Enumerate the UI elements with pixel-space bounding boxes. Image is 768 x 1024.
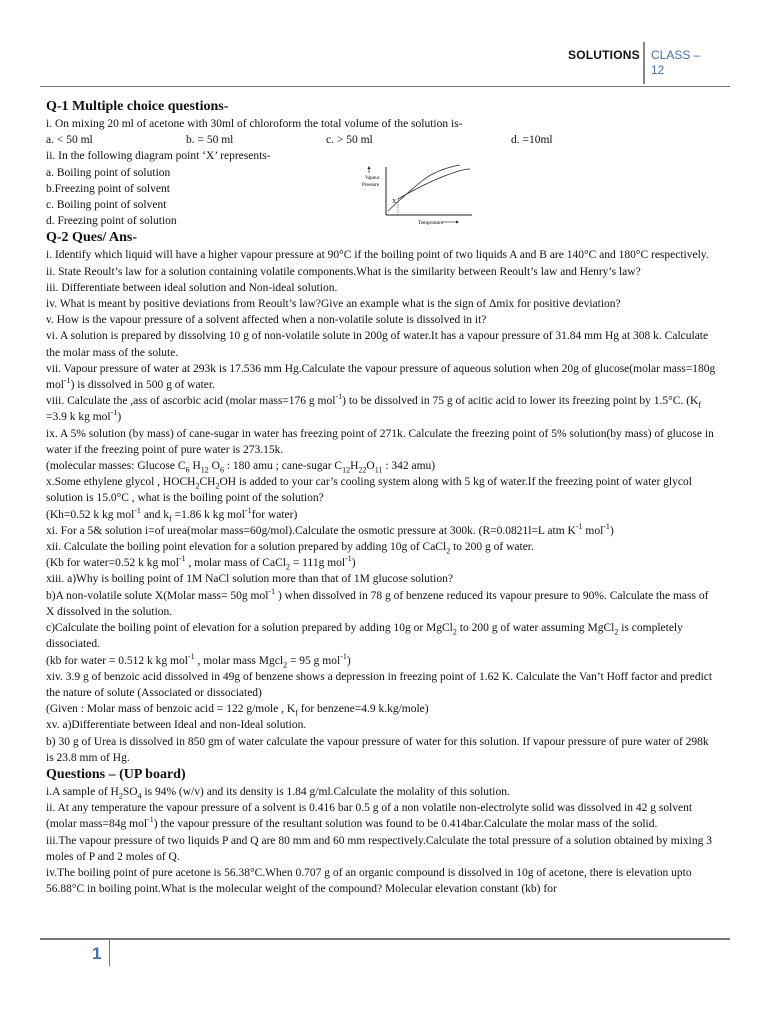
footer-divider [109,940,110,966]
up-ii: ii. At any temperature the vapour pressure of a solvent is 0.416 bar 0.5 g of a non volatile non-electrolyte solid was dissolved in 42 g solvent (molar mass=84g mol$^{-1}$) the vapour pressure of the resultant solution was found to be 0.414bar.Calculate the molar mass of the solid. [46,802,693,831]
page-number: 1 [92,944,102,963]
q2-xi: xi. For a 5& solution i=of urea(molar mass=60g/mol).Calculate the osmotic pressure at 300k. (R=0.0821l=L atm $K^{-1}$ mol$^{-1}$) [46,522,614,537]
q1-ii: ii. In the following diagram point ‘X’ represents- [46,150,271,163]
q2-xv-b: b) 30 g of Urea is dissolved in 850 gm of water calculate the vapour pressure of water for this solution. If vapour pressure of pure water of 298k is 23.8 mm of Hg. [46,735,709,764]
q2-xiii-c-constants: (kb for water = 0.512 k kg mol$^{-1}$ , molar mass Mgcl$_2$ = 95 g mol$^{-1}$) [46,651,351,669]
q2-xiii-b: b)A non-volatile solute X(Molar mass= 50g mol$^{-1}$ ) when dissolved in 78 g of benzene reduced its vapour presure to 90%. Calculate the mass of X dissolved in the solution. [46,586,709,618]
q2-i: i. Identify which liquid will have a higher vapour pressure at 90°C if the boiling point of two liquids A and B are 140°C and 180°C respectively. [46,249,709,262]
option-c: c. Boiling point of solvent [46,199,167,212]
diagram-ylabel-2: Pressure [362,182,379,188]
footer-rule [40,938,730,940]
q2-heading: Q-2 Ques/ Ans- [46,230,138,246]
q2-xiii-a: xiii. a)Why is boiling point of 1M NaCl solution more than that of 1M glucose solution? [46,573,453,586]
header-class-label: CLASS – [651,48,701,62]
q2-iii: iii. Differentiate between ideal solution and Non-ideal solution. [46,281,338,294]
q2-x-constants: (Kh=0.52 k kg mol$^{-1}$ and $k_f =1.86$ k kg mol$^{-1}$for water) [46,505,298,523]
option-d: d. Freezing point of solution [46,215,177,228]
header-class [651,48,700,78]
option-b: b. = 50 ml [186,134,234,147]
option-c: c. > 50 ml [326,134,373,147]
diagram-point-x: X [392,198,397,205]
q2-iv: iv. What is meant by positive deviations from Reoult’s law?Give an example what is the sign of Δmix for positive deviation? [46,298,621,311]
q1-i-options [46,132,718,148]
q2-ii: ii. State Reoult’s law for a solution containing volatile components.What is the similarity between Reoult’s law and Henry’s law? [46,265,641,278]
q1-ii-options [46,165,718,230]
q2-x: x.Some ethylene glycol , $HOCH_2CH_2OH$ is added to your car’s cooling system along with 5 kg of water.If the freezing point of water glycol solution is 15.0°C , what is the boiling point of the solution? [46,476,692,505]
q2-vii: vii. Vapour pressure of water at 293k is 17.536 mm Hg.Calculate the vapour pressure of aqueous solution when 20g of glucose(molar mass=180g mol$^{-1}$) is dissolved in 500 g of water. [46,362,716,392]
header-rule [40,86,730,87]
header-class-value: 12 [651,63,665,77]
up-iv: iv.The boiling point of pure acetone is 56.38°C.When 0.707 g of an organic compound is dissolved in 10g of acetone, there is elevation upto 56.88°C in boiling point.What is the molecular weight of the compound? Molecular elevation constant (kb) for [46,866,692,896]
diagram-curve-solvent [388,165,460,211]
diagram-xlabel: Temperature [418,220,444,226]
header-title: SOLUTIONS [568,48,640,62]
q2-ix-masses: (molecular masses: Glucose $C_6$ $H_{12}$ $O_6$ : 180 amu ; cane-sugar $C_{12}H_{22}O_{11}$ : 342 amu) [46,460,436,475]
up-iii: iii.The vapour pressure of two liquids P and Q are 80 mm and 60 mm respectively.Calculate the total pressure of a solution obtained by mixing 3 moles of P and 2 moles of Q. [46,834,713,863]
up-heading: Questions – (UP board) [46,766,186,782]
q2-xiv-given: (Given : Molar mass of benzoic acid = 122 g/mole , $K_f$ for benzene=4.9 k.kg/mole) [46,703,429,718]
option-b: b.Freezing point of solvent [46,182,170,195]
document-body [46,98,718,897]
option-a: a. Boiling point of solution [46,166,171,179]
q2-xii-constants: (Kb for water=0.52 k kg mol$^{-1}$ , molar mass of CaCl$_2$ = 111g mol$^{-1}$) [46,554,356,572]
q2-ix: ix. A 5% solution (by mass) of cane-sugar in water has freezing point of 271k. Calculate the freezing point of 5% solution(by mass) of glucose in water if the freezing point of pure water is 273.15k. [46,427,714,456]
q1-i: i. On mixing 20 ml of acetone with 30ml of chloroform the total volume of the solution is- [46,118,463,130]
q2-v: v. How is the vapour pressure of a solvent affected when a non-volatile solute is dissolved in it? [46,314,487,327]
q2-xv-a: xv. a)Differentiate between Ideal and non-Ideal solution. [46,719,307,732]
up-i: i.A sample of $H_2SO_4$ is 94% (w/v) and its density is 1.84 g/ml.Calculate the molality of this solution. [46,785,510,801]
option-d: d. =10ml [511,134,553,147]
diagram-ylabel-1: Vapour [365,175,380,181]
q2-xii: xii. Calculate the boiling point elevation for a solution prepared by adding 10g of CaCl$_2$ to 200 g of water. [46,541,534,556]
q1-heading: Q-1 Multiple choice questions- [46,99,229,114]
header-divider [643,42,645,84]
vapour-pressure-diagram [352,163,502,229]
q2-vi: vi. A solution is prepared by dissolving 10 g of non-volatile solute in 200g of water.It has a vapour pressure of 31.84 mm Hg at 308 k. Calculate the molar mass of the solute. [46,330,709,359]
q2-xiii-c: c)Calculate the boiling point of elevation for a solution prepared by adding 10g or MgCl$_2$ to 200 g of water assuming MgCl$_2$ is completely dissociated. [46,622,683,651]
q2-xiv: xiv. 3.9 g of benzoic acid dissolved in 49g of benzene shows a depression in freezing point of 1.62 K. Calculate the Van’t Hoff factor and predict the nature of solute (Associated or dissociated) [46,670,713,699]
q2-viii: viii. Calculate the ,ass of ascorbic acid (molar mass=176 g mol$^{-1}$) to be dissolved in 75 g of acitic acid to lower its freezing point by 1.5°C. ($K_f =3.9$ k kg mol$^{-1}$) [46,392,702,424]
option-a: a. < 50 ml [46,134,93,147]
